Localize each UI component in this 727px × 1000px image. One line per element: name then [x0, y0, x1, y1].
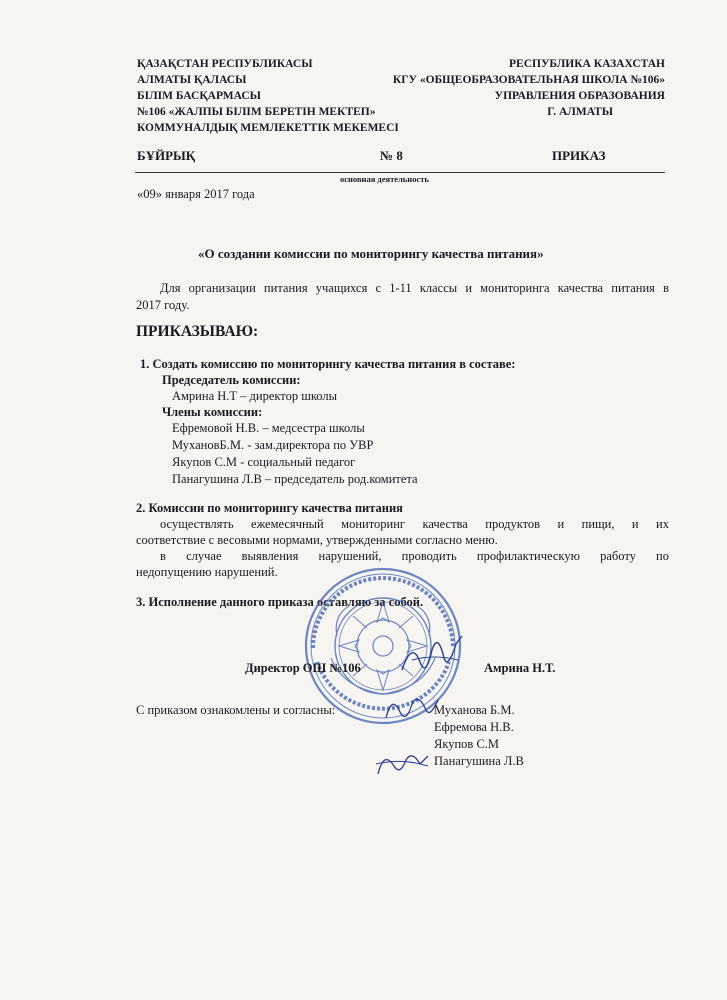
members-list: [172, 420, 418, 488]
member-item: Якупов С.М - социальный педагог: [172, 455, 356, 469]
header-left-line: АЛМАТЫ ҚАЛАСЫ: [137, 74, 247, 86]
item1-heading: 1. Создать комиссию по мониторингу качества питания в составе:: [140, 357, 516, 371]
intro-text: Для организации питания учащихся с 1-11 классы и мониторинга качества питания в: [160, 281, 669, 295]
item2-line: недопущению нарушений.: [136, 565, 278, 579]
acknowledgment-name: Муханова Б.М.: [434, 703, 515, 717]
acknowledgment-name: Якупов С.М: [434, 737, 500, 751]
document-title: «О создании комиссии по мониторингу качества питания»: [198, 246, 544, 261]
header-left: [137, 56, 399, 136]
order-ru-label: ПРИКАЗ: [552, 148, 606, 163]
panagushina-signature: [372, 746, 432, 782]
acknowledgment-name: Панагушина Л.В: [434, 754, 524, 768]
member-item: Панагушина Л.В – председатель род.комитета: [172, 472, 418, 486]
member-item: МухановБ.М. - зам.директора по УВР: [172, 438, 374, 452]
header-right-line: Г. АЛМАТЫ: [547, 106, 613, 118]
order-category: основная деятельность: [340, 174, 429, 184]
intro-line: [160, 280, 669, 296]
header-right-line: УПРАВЛЕНИЯ ОБРАЗОВАНИЯ: [494, 90, 665, 102]
header-right: [393, 56, 665, 120]
director-signature: [398, 630, 468, 680]
header-left-line: БІЛІМ БАСҚАРМАСЫ: [137, 90, 261, 102]
header-left-line: КОММУНАЛДЫҚ МЕМЛЕКЕТТІК МЕКЕМЕСІ: [137, 122, 399, 134]
signatory-name: Амрина Н.Т.: [484, 661, 556, 675]
header-left-line: №106 «ЖАЛПЫ БІЛІМ БЕРЕТІН МЕКТЕП»: [137, 106, 376, 118]
order-number: № 8: [380, 148, 403, 163]
decree-heading: ПРИКАЗЫВАЮ:: [136, 323, 259, 340]
item2-text: осуществлять ежемесячный мониторинг качества продуктов и пищи, и их: [160, 517, 669, 531]
intro-line-2: 2017 году.: [136, 298, 190, 312]
item2-line: [160, 548, 669, 564]
members-label: Члены комиссии:: [162, 405, 263, 419]
item2-heading: 2. Комиссии по мониторингу качества питания: [136, 501, 403, 515]
chair-name: Амрина Н.Т – директор школы: [172, 389, 337, 403]
order-kz-label: БҰЙРЫҚ: [137, 148, 196, 163]
item2-line: соответствие с весовыми нормами, утвержденными согласно меню.: [136, 533, 498, 547]
header-right-line: РЕСПУБЛИКА КАЗАХСТАН: [509, 58, 665, 70]
acknowledgment-name: Ефремова Н.В.: [434, 720, 514, 734]
acknowledgment-list: [434, 702, 524, 770]
item2-line: [160, 516, 669, 532]
item2-text: в случае выявления нарушений, проводить профилактическую работу по: [160, 549, 669, 563]
signatory-position: Директор ОШ №106: [245, 661, 361, 675]
header-left-line: ҚАЗАҚСТАН РЕСПУБЛИКАСЫ: [137, 58, 313, 70]
header-right-line: КГУ «ОБЩЕОБРАЗОВАТЕЛЬНАЯ ШКОЛА №106»: [392, 74, 665, 86]
header-divider: [135, 172, 665, 173]
member-item: Ефремовой Н.В. – медсестра школы: [172, 421, 365, 435]
chair-label: Председатель комиссии:: [162, 373, 301, 387]
item3-text: 3. Исполнение данного приказа оставляю за собой.: [136, 595, 424, 609]
muhanova-signature: [382, 688, 442, 728]
acknowledgment-label: С приказом ознакомлены и согласны:: [136, 703, 336, 717]
order-date: «09» января 2017 года: [137, 187, 255, 201]
